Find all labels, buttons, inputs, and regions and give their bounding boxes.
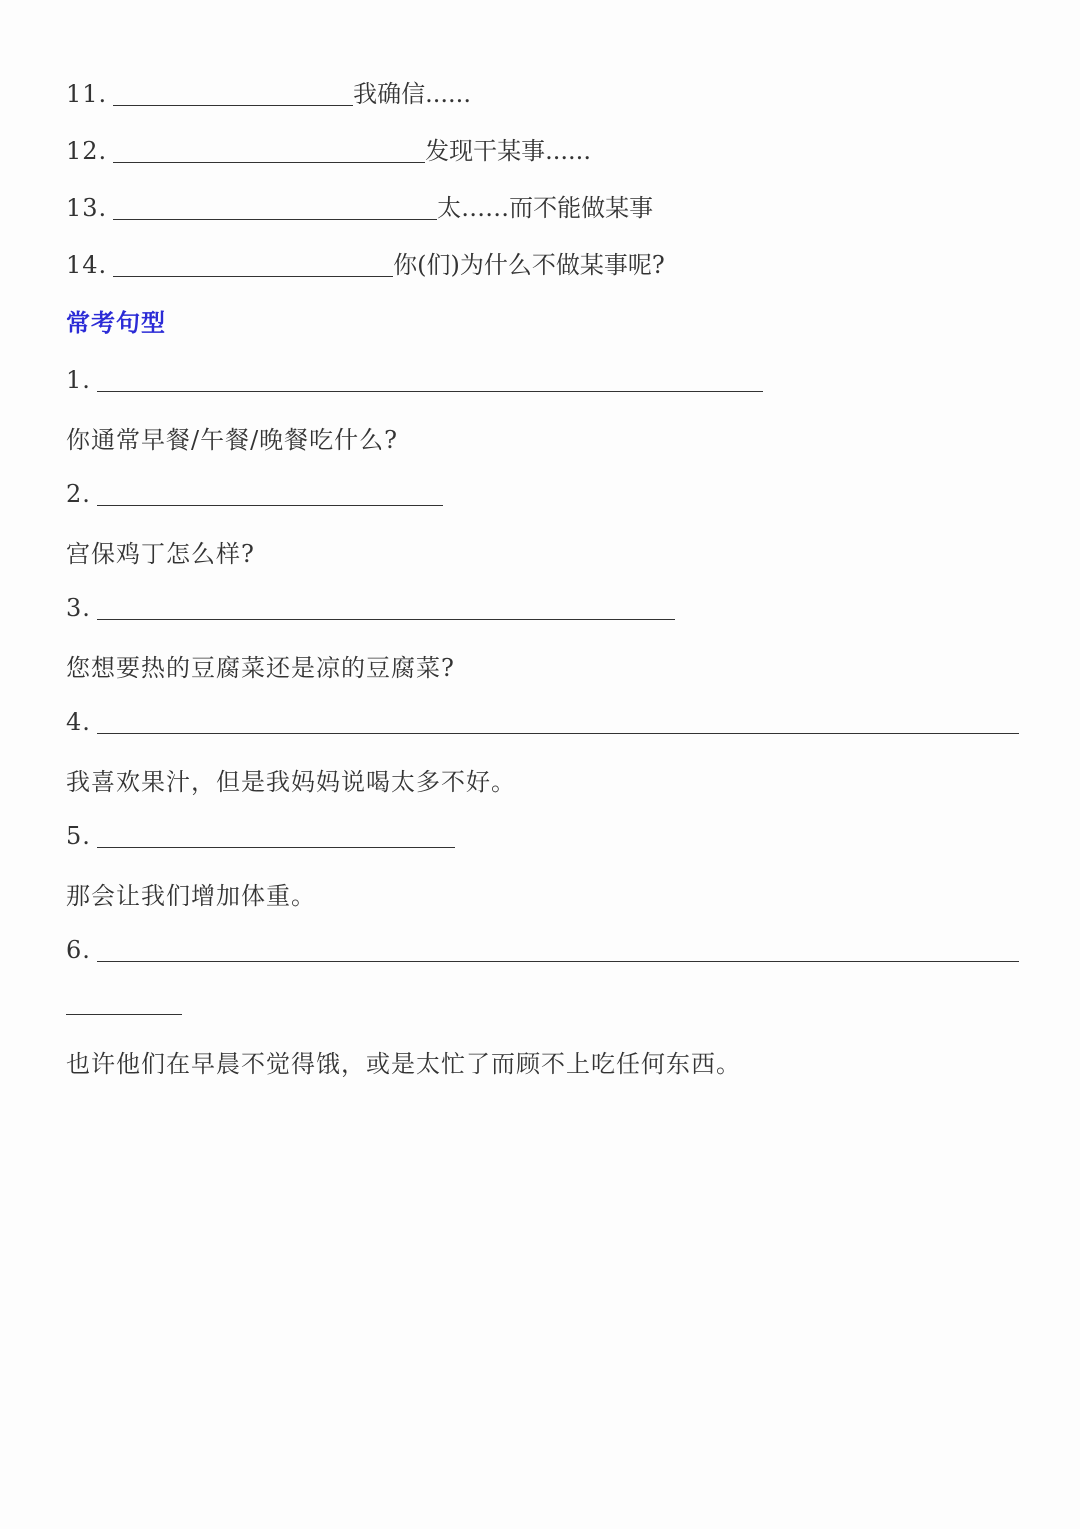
answer-blank[interactable] xyxy=(113,136,425,163)
item-number: 4. xyxy=(66,708,91,736)
sentence-translation: 你通常早餐/午餐/晚餐吃什么? xyxy=(66,426,399,454)
item-number: 6. xyxy=(66,936,91,964)
sentence-translation: 我喜欢果汁，但是我妈妈说喝太多不好。 xyxy=(66,768,516,796)
item-number: 13. xyxy=(66,194,108,222)
sentence-item-3 xyxy=(66,590,675,626)
phrase-hint: 发现干某事...... xyxy=(425,137,591,165)
section-title: 常考句型 xyxy=(66,309,166,337)
answer-blank[interactable] xyxy=(113,250,393,277)
answer-blank[interactable] xyxy=(97,479,443,506)
phrase-item-13 xyxy=(66,190,653,226)
phrase-hint: 你(们)为什么不做某事呢? xyxy=(393,251,665,279)
item-number: 11. xyxy=(66,80,108,108)
answer-blank-continued[interactable] xyxy=(66,1014,182,1015)
item-number: 2. xyxy=(66,480,91,508)
answer-blank[interactable] xyxy=(97,935,1019,962)
sentence-item-1 xyxy=(66,362,763,398)
phrase-item-12 xyxy=(66,133,591,169)
phrase-hint: 我确信...... xyxy=(353,80,471,108)
sentence-translation: 宫保鸡丁怎么样? xyxy=(66,540,255,568)
answer-blank[interactable] xyxy=(113,79,353,106)
answer-blank[interactable] xyxy=(97,821,455,848)
item-number: 12. xyxy=(66,137,108,165)
sentence-item-4 xyxy=(66,704,1019,740)
phrase-item-11 xyxy=(66,76,471,112)
answer-blank[interactable] xyxy=(97,593,675,620)
sentence-translation: 也许他们在早晨不觉得饿，或是太忙了而顾不上吃任何东西。 xyxy=(66,1050,741,1078)
answer-blank[interactable] xyxy=(97,707,1019,734)
sentence-item-5 xyxy=(66,818,455,854)
item-number: 5. xyxy=(66,822,91,850)
sentence-translation: 那会让我们增加体重。 xyxy=(66,882,316,910)
item-number: 3. xyxy=(66,594,91,622)
item-number: 14. xyxy=(66,251,108,279)
answer-blank[interactable] xyxy=(113,193,437,220)
sentence-item-2 xyxy=(66,476,443,512)
sentence-translation: 您想要热的豆腐菜还是凉的豆腐菜? xyxy=(66,654,455,682)
phrase-hint: 太……而不能做某事 xyxy=(437,194,654,222)
answer-blank[interactable] xyxy=(97,365,763,392)
sentence-item-6 xyxy=(66,932,1019,968)
phrase-item-14 xyxy=(66,247,665,283)
item-number: 1. xyxy=(66,366,91,394)
